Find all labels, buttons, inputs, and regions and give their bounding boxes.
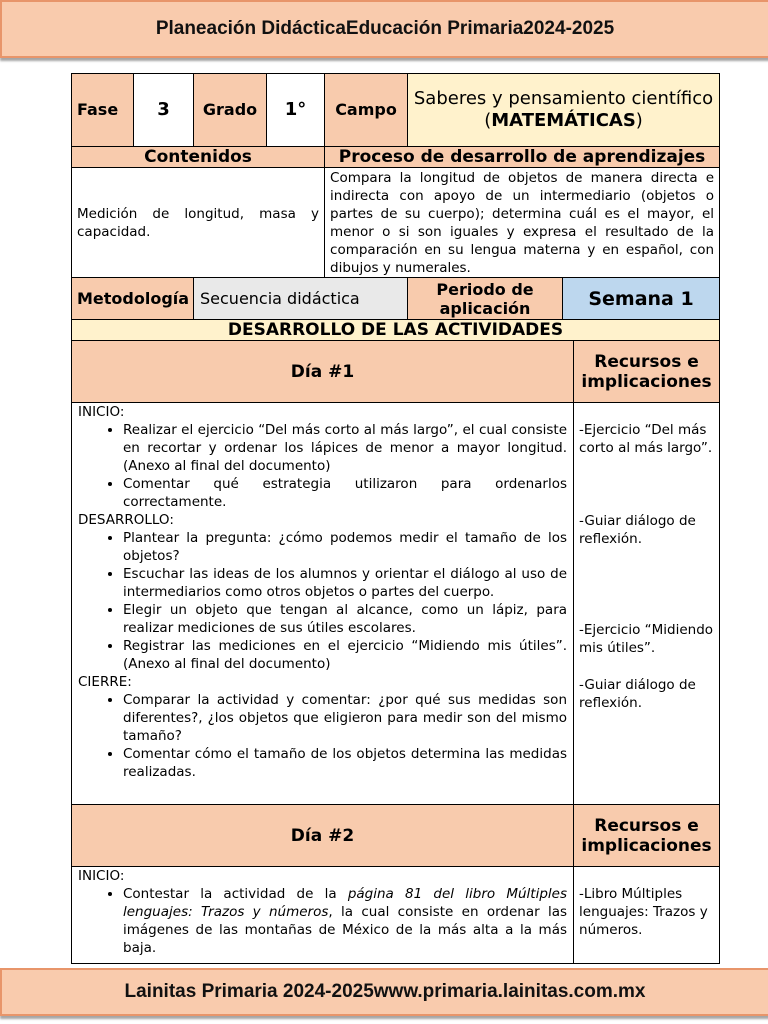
- list-item: • Realizar el ejercicio “Del más corto al más largo”, el cual consiste en recortar y ordenar los lápices de menor a mayor longitud. (Anexo al final del documento): [123, 421, 567, 475]
- list-item: • Elegir un objeto que tengan al alcance, como un lápiz, para realizar mediciones de sus útiles escolares.: [123, 601, 567, 637]
- recurso-item: -Guiar diálogo de reflexión.: [579, 677, 696, 711]
- list-item: • Comentar qué estrategia utilizaron para ordenarlos correctamente.: [123, 475, 567, 511]
- list-item: • Plantear la pregunta: ¿cómo podemos medir el tamaño de los objetos?: [123, 529, 567, 565]
- recurso-item: -Libro Múltiples lenguajes: Trazos y números.: [579, 886, 708, 938]
- fase-label: Fase: [72, 74, 134, 147]
- list-item: • Comparar la actividad y comentar: ¿por qué sus medidas son diferentes?, ¿los objetos que eligieron para medir son del mismo tamaño?: [123, 691, 567, 745]
- grado-label: Grado: [194, 74, 267, 147]
- list-item: [123, 885, 567, 957]
- dia2-activities: [72, 867, 574, 964]
- recurso-item: -Ejercicio “Del más corto al más largo”.: [579, 422, 713, 456]
- dia1-cierre-label: CIERRE:: [78, 674, 132, 690]
- footer-url[interactable]: www.primaria.lainitas.com.mx: [373, 981, 646, 1002]
- planning-table: [71, 73, 720, 964]
- dia2-title: Día #2: [72, 805, 574, 867]
- dia1-recursos: [574, 403, 720, 805]
- contenidos-text: Medición de longitud, masa y capacidad.: [72, 168, 325, 278]
- actividades-header: DESARROLLO DE LAS ACTIVIDADES: [72, 320, 720, 341]
- metodologia-value: Secuencia didáctica: [194, 278, 408, 320]
- dia2-inicio-list: [78, 885, 567, 957]
- dia1-activities: [72, 403, 574, 805]
- dia2-book-reference: página 81 del libro Múltiples lenguajes: Trazos y números: [123, 886, 568, 920]
- header-year: 2024-2025: [523, 18, 615, 39]
- campo-subject: MATEMÁTICAS: [491, 110, 636, 131]
- recurso-item: -Ejercicio “Midiendo mis útiles”.: [579, 622, 714, 656]
- dia2-item-prefix: Contestar la actividad de la: [123, 886, 348, 902]
- dia1-inicio-list: [78, 421, 567, 511]
- campo-name: Saberes y pensamiento científico: [413, 88, 714, 109]
- header-title: Planeación Didáctica: [155, 18, 346, 39]
- list-item: • Comentar cómo el tamaño de los objetos determina las medidas realizadas.: [123, 745, 567, 781]
- dia1-cierre-list: [78, 691, 567, 781]
- fase-value: 3: [134, 74, 194, 147]
- dia1-inicio-label: INICIO:: [78, 404, 125, 420]
- proceso-header: Proceso de desarrollo de aprendizajes: [325, 147, 720, 168]
- recurso-item: -Guiar diálogo de reflexión.: [579, 513, 696, 547]
- dia2-recursos: [574, 867, 720, 964]
- footer-banner: [0, 968, 768, 1016]
- dia1-recursos-header: Recursos e implicaciones: [574, 341, 720, 403]
- dia1-desarrollo-label: DESARROLLO:: [78, 512, 174, 528]
- campo-value: Saberes y pensamiento científico (MATEMÁTICAS): [408, 74, 720, 147]
- dia2-inicio-label: INICIO:: [78, 868, 125, 884]
- footer-brand: Lainitas Primaria 2024-2025: [124, 981, 374, 1002]
- list-item: • Escuchar las ideas de los alumnos y orientar el diálogo al uso de intermediarios como otros objetos o partes del cuerpo.: [123, 565, 567, 601]
- periodo-label: Periodo de aplicación: [408, 278, 563, 320]
- header-level: Educación Primaria: [345, 18, 524, 39]
- dia1-desarrollo-list: [78, 529, 567, 673]
- dia2-recursos-header: Recursos e implicaciones: [574, 805, 720, 867]
- dia1-title: Día #1: [72, 341, 574, 403]
- semana-badge: Semana 1: [563, 278, 720, 320]
- list-item: • Registrar las mediciones en el ejercicio “Midiendo mis útiles”. (Anexo al final del documento): [123, 637, 567, 673]
- header-banner: [0, 0, 768, 58]
- metodologia-label: Metodología: [72, 278, 194, 320]
- dia2-item-suffix: , la cual consiste en ordenar las imágenes de las montañas de México de la más alta a la más baja.: [123, 904, 568, 956]
- grado-value: 1°: [267, 74, 325, 147]
- proceso-text: Compara la longitud de objetos de manera directa e indirecta con apoyo de un intermediario (objetos o partes de su cuerpo); determina cuál es el mayor, el menor o si son iguales y expresa el resultado de la comparación en su lengua materna y en español, con dibujos y numerales.: [325, 168, 720, 278]
- contenidos-header: Contenidos: [72, 147, 325, 168]
- campo-label: Campo: [325, 74, 408, 147]
